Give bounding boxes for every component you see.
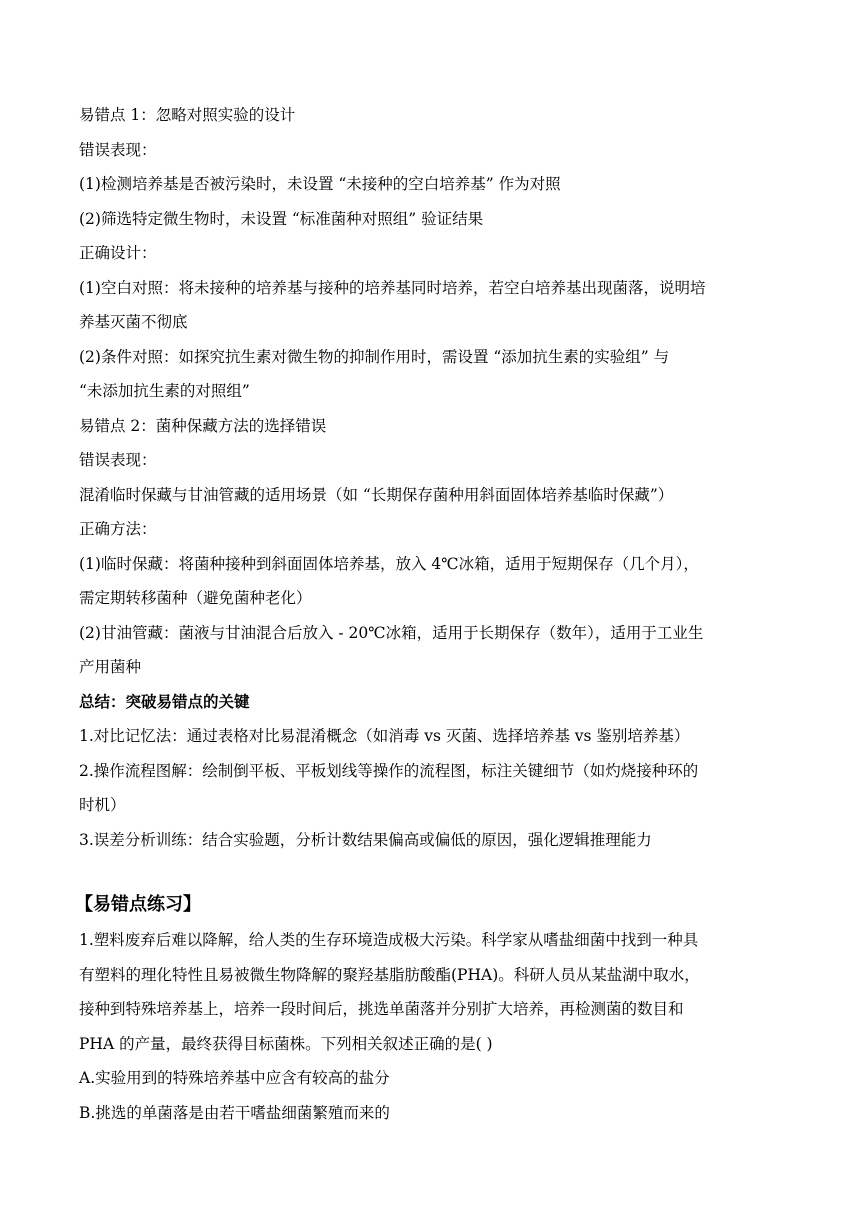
text-line: (1)空白对照：将未接种的培养基与接种的培养基同时培养，若空白培养基出现菌落，说明培	[79, 278, 706, 297]
text-line: 养基灭菌不彻底	[79, 313, 188, 331]
practice-heading: 【易错点练习】	[75, 894, 201, 915]
text-line: 错误表现：	[79, 140, 157, 159]
question-line: PHA 的产量，最终获得目标菌株。下列相关叙述正确的是( )	[79, 1034, 493, 1053]
question-line: 接种到特殊培养基上，培养一段时间后，挑选单菌落并分别扩大培养，再检测菌的数目和	[79, 1000, 684, 1018]
text-line: (1)检测培养基是否被污染时，未设置 “未接种的空白培养基” 作为对照	[79, 175, 561, 193]
text-line: 正确方法：	[79, 520, 157, 538]
text-line: 正确设计：	[79, 244, 157, 262]
practice-section	[75, 887, 779, 1130]
text-line: (2)甘油管藏：菌液与甘油混合后放入 - 20℃冰箱，适用于长期保存（数年），适用于工业生	[79, 623, 704, 642]
text-line: 混淆临时保藏与甘油管藏的适用场景（如 “长期保存菌种用斜面固体培养基临时保藏”）	[79, 485, 674, 504]
question-line: 1.塑料废弃后难以降解，给人类的生存环境造成极大污染。科学家从嗜盐细菌中找到一种具	[79, 931, 699, 949]
section-spacer	[79, 857, 779, 887]
text-line: 易错点 2：菌种保藏方法的选择错误	[79, 416, 327, 435]
text-line: (2)筛选特定微生物时，未设置 “标准菌种对照组” 验证结果	[79, 209, 484, 228]
summary-heading: 总结：突破易错点的关键	[79, 692, 250, 711]
text-line: 错误表现：	[79, 451, 157, 469]
text-line: 1.对比记忆法：通过表格对比易混淆概念（如消毒 vs 灭菌、选择培养基 vs 鉴别培养基）	[79, 727, 690, 745]
option-a: A.实验用到的特殊培养基中应含有较高的盐分	[79, 1069, 390, 1087]
text-line: 需定期转移菌种（避免菌种老化）	[79, 589, 312, 607]
question-line: 有塑料的理化特性且易被微生物降解的聚羟基脂肪酸酯(PHA)。科研人员从某盐湖中取水，	[79, 965, 700, 984]
text-line: (2)条件对照：如探究抗生素对微生物的抑制作用时，需设置 “添加抗生素的实验组” 与	[79, 347, 670, 366]
notes-section	[79, 98, 779, 857]
text-line: 时机）	[79, 796, 126, 814]
text-line: 3.误差分析训练：结合实验题，分析计数结果偏高或偏低的原因，强化逻辑推理能力	[79, 830, 652, 849]
option-b: B.挑选的单菌落是由若干嗜盐细菌繁殖而来的	[79, 1103, 390, 1122]
text-line: 产用菌种	[79, 658, 142, 676]
text-line: 2.操作流程图解：绘制倒平板、平板划线等操作的流程图，标注关键细节（如灼烧接种环的	[79, 761, 699, 780]
text-line: 易错点 1：忽略对照实验的设计	[79, 106, 296, 124]
text-line: “未添加抗生素的对照组”	[79, 382, 250, 400]
text-line: (1)临时保藏：将菌种接种到斜面固体培养基，放入 4℃冰箱，适用于短期保存（几个月），	[79, 554, 699, 573]
document-content	[75, 98, 779, 1130]
